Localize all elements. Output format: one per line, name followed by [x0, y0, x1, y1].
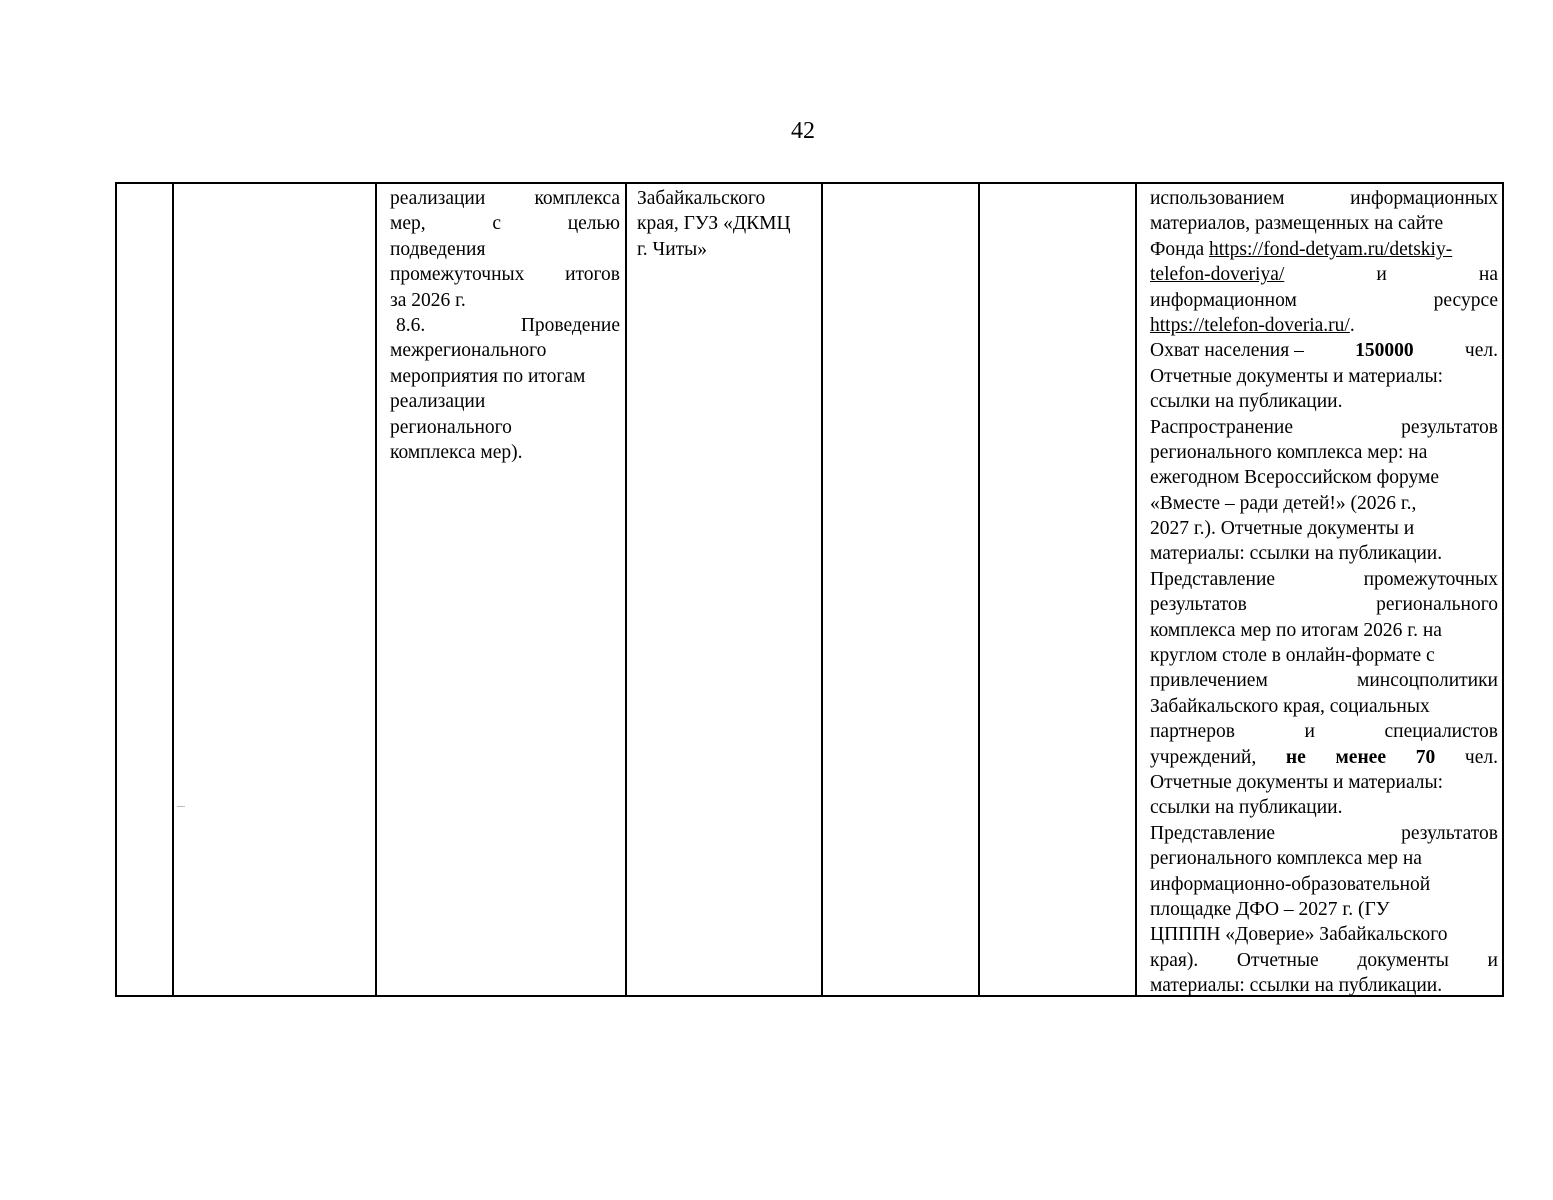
results-word: края).: [1150, 949, 1199, 971]
actions-line: [390, 415, 620, 440]
actions-word: 8.6.: [396, 314, 426, 336]
results-word: Распространение: [1150, 416, 1294, 438]
actions-word: за 2026 г.: [390, 289, 466, 311]
results-word: на: [1478, 264, 1498, 286]
results-line: [1150, 186, 1498, 211]
telefon-doveria-link[interactable]: https://telefon-doveria.ru/: [1150, 314, 1350, 336]
results-word: результатов: [1150, 594, 1247, 616]
results-line: ежегодном Всероссийском форуме: [1150, 467, 1439, 489]
results-word: Охват населения –: [1150, 340, 1304, 362]
actions-line: [390, 211, 620, 236]
actions-word: реализации: [390, 188, 486, 209]
results-word: Фонда: [1150, 238, 1210, 260]
results-line: [1150, 262, 1498, 287]
results-word: документы: [1357, 949, 1449, 971]
results-line: ссылки на публикации.: [1150, 391, 1343, 413]
results-line: [1150, 948, 1498, 973]
actions-word: реализации: [390, 391, 486, 413]
results-word: и: [1376, 264, 1387, 286]
actions-word: регионального: [390, 416, 512, 438]
table-cell-executors: [627, 184, 823, 995]
table-cell-event: [174, 184, 377, 995]
results-word: специалистов: [1384, 721, 1498, 743]
results-word: Отчетные: [1236, 949, 1319, 971]
page-number: 42: [791, 118, 815, 144]
results-word: .: [1349, 314, 1355, 336]
results-line: комплекса мер по итогам 2026 г. на: [1150, 619, 1442, 641]
table-cell-empty-1: [823, 184, 980, 995]
results-line: 2027 г.). Отчетные документы и: [1150, 518, 1415, 540]
results-line: ЦПППН «Доверие» Забайкальского: [1150, 924, 1448, 946]
table-cell-actions: [377, 184, 627, 995]
results-word: промежуточных: [1363, 568, 1498, 590]
results-word: использованием: [1150, 188, 1285, 209]
actions-line: [390, 364, 620, 389]
results-line: регионального комплекса мер: на: [1150, 441, 1428, 463]
results-line: материалы: ссылки на публикации.: [1150, 975, 1443, 997]
results-word: результатов: [1401, 822, 1498, 844]
participants-value: 70: [1415, 746, 1436, 768]
results-word: и: [1304, 721, 1315, 743]
results-line: [1150, 415, 1498, 440]
results-line: [1150, 237, 1498, 262]
results-line: [1150, 288, 1498, 313]
results-line: регионального комплекса мер на: [1150, 848, 1422, 870]
document-table: [115, 182, 1504, 997]
results-word: информационном: [1150, 289, 1297, 311]
results-line: материалы: ссылки на публикации.: [1150, 543, 1443, 565]
results-word: регионального: [1376, 594, 1498, 616]
actions-line: [390, 288, 620, 313]
table-cell-results: [1137, 184, 1502, 995]
actions-line: [390, 262, 620, 287]
table-cell-number: [117, 184, 174, 995]
actions-word: межрегионального: [390, 340, 547, 362]
coverage-value: 150000: [1355, 340, 1414, 362]
results-word: Представление: [1150, 568, 1276, 590]
actions-word: промежуточных: [390, 264, 525, 286]
participants-bold: менее: [1335, 746, 1386, 768]
results-line: ссылки на публикации.: [1150, 797, 1343, 819]
results-line: [1150, 592, 1498, 617]
scan-mark: [177, 806, 185, 807]
results-line: [1150, 668, 1498, 693]
results-word: и: [1487, 949, 1498, 971]
executors-line: Забайкальского: [637, 188, 766, 209]
results-word: чел.: [1464, 340, 1498, 362]
table-cell-empty-2: [980, 184, 1137, 995]
actions-word: подведения: [390, 238, 486, 260]
actions-word: Проведение: [520, 314, 620, 336]
results-word: результатов: [1401, 416, 1498, 438]
executors-line: г. Читы»: [637, 238, 708, 260]
results-line: площадке ДФО – 2027 г. (ГУ: [1150, 898, 1390, 920]
results-line: [1150, 821, 1498, 846]
actions-word: комплекса: [534, 188, 620, 209]
actions-line: [390, 338, 620, 363]
executors-text: [637, 186, 822, 262]
actions-word: с: [492, 213, 501, 235]
results-word: минсоцполитики: [1356, 670, 1498, 692]
results-line: [1150, 567, 1498, 592]
actions-line: [390, 237, 620, 262]
actions-word: итогов: [565, 264, 620, 286]
results-word: Представление: [1150, 822, 1276, 844]
actions-line: [390, 313, 620, 338]
fund-site-link[interactable]: https://fond-detyam.ru/detskiy-: [1209, 238, 1453, 260]
results-word: информационных: [1350, 188, 1498, 209]
results-line: Забайкальского края, социальных: [1150, 695, 1430, 717]
actions-word: мероприятия по итогам: [390, 365, 586, 387]
results-text: [1150, 186, 1498, 999]
results-line: [1150, 338, 1498, 363]
fund-site-link-cont[interactable]: telefon-doveriya/: [1150, 264, 1285, 286]
results-word: привлечением: [1150, 670, 1268, 692]
results-word: партнеров: [1150, 721, 1235, 743]
results-line: материалов, размещенных на сайте: [1150, 213, 1444, 235]
results-word: учреждений,: [1150, 746, 1257, 768]
results-line: Отчетные документы и материалы:: [1150, 365, 1444, 387]
results-line: «Вместе – ради детей!» (2026 г.,: [1150, 492, 1417, 514]
results-word: чел.: [1464, 746, 1498, 768]
results-line: Отчетные документы и материалы:: [1150, 771, 1444, 793]
participants-bold: не: [1285, 746, 1306, 768]
actions-line: [390, 389, 620, 414]
results-line: круглом столе в онлайн-формате с: [1150, 645, 1435, 667]
executors-line: края, ГУЗ «ДКМЦ: [637, 213, 791, 235]
actions-line: [390, 186, 620, 211]
results-word: ресурсе: [1433, 289, 1498, 311]
actions-word: мер,: [390, 213, 426, 235]
actions-word: комплекса мер).: [390, 441, 523, 463]
actions-line: [390, 440, 620, 465]
actions-word: целью: [567, 213, 620, 235]
results-line: [1150, 745, 1498, 770]
results-line: информационно-образовательной: [1150, 873, 1431, 895]
results-line: [1150, 313, 1498, 338]
results-line: [1150, 719, 1498, 744]
actions-text: [390, 186, 620, 465]
